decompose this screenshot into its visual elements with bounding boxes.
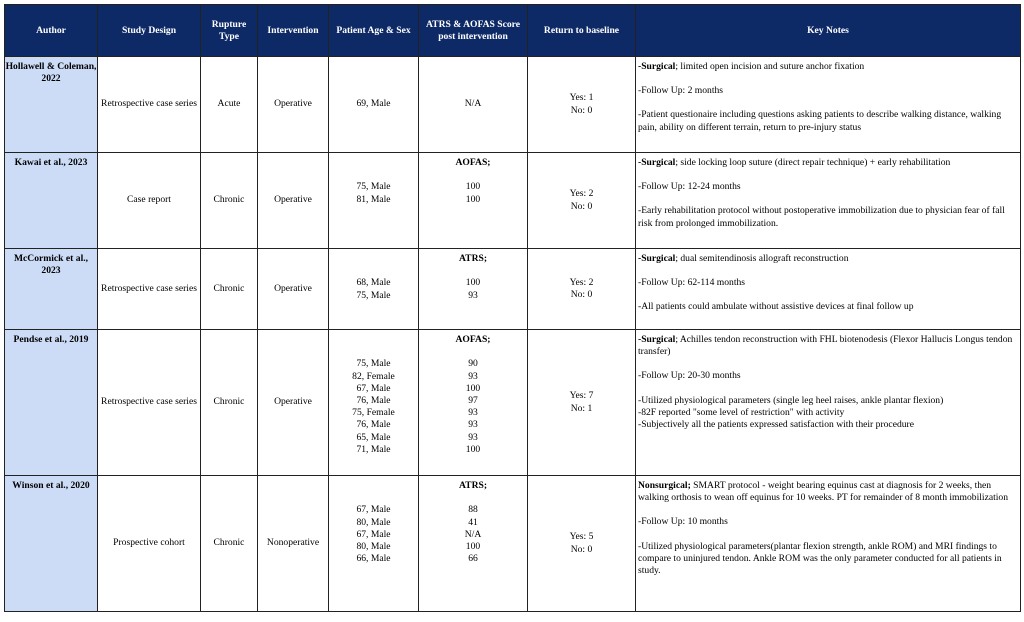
return-cell: [528, 249, 636, 330]
intervention-cell: Operative: [258, 249, 329, 330]
note-text: -Subjectively all the patients expressed satisfaction with their procedure: [638, 419, 914, 431]
note-text: -Follow Up: 10 months: [638, 516, 728, 528]
return-no: No: 0: [570, 104, 593, 116]
note-line: [638, 370, 1018, 382]
score-type-label: AOFAS;: [455, 157, 491, 168]
score-cell: [419, 330, 528, 476]
spacer: [329, 265, 418, 277]
note-text: ; side locking loop suture (direct repair technique) + early rehabilitation: [675, 157, 951, 168]
spacer: [329, 253, 418, 265]
note-text: -Follow Up: 20-30 months: [638, 370, 741, 382]
note-line: [638, 334, 1018, 358]
list-item: 93: [468, 370, 478, 382]
author-cell: Kawai et al., 2023: [5, 153, 98, 249]
list-item: 100: [465, 193, 481, 205]
header-row: [5, 5, 1021, 57]
study-design-cell: Retrospective case series: [98, 57, 201, 153]
score-type-label: ATRS;: [458, 253, 488, 264]
note-bold: -Surgical: [638, 61, 676, 72]
notes-cell: [636, 476, 1021, 612]
note-text: -Follow Up: 62-114 months: [638, 277, 746, 289]
list-item: 66: [468, 553, 478, 565]
list-item: 81, Male: [356, 193, 391, 205]
table-row: [5, 330, 1021, 476]
note-line: [638, 109, 1018, 133]
note-line: [638, 541, 1018, 578]
author-cell: Winson et al., 2020: [5, 476, 98, 612]
notes-cell: [636, 153, 1021, 249]
list-item: 76, Male: [356, 419, 391, 431]
list-item: 93: [468, 419, 478, 431]
table-row: [5, 57, 1021, 153]
header-intervention: Intervention: [258, 5, 329, 57]
note-text: -82F reported "some level of restriction" with activity: [638, 406, 845, 418]
rupture-type-cell: Chronic: [201, 330, 258, 476]
header-score: ATRS & AOFAS Score post intervention: [419, 5, 528, 57]
notes-cell: [636, 249, 1021, 330]
list-item: 80, Male: [356, 516, 391, 528]
list-item: 100: [465, 181, 481, 193]
score-cell: [419, 249, 528, 330]
header-age-sex: Patient Age & Sex: [329, 5, 419, 57]
list-item: 67, Male: [356, 528, 391, 540]
list-item: 41: [468, 516, 478, 528]
return-yes: Yes: 5: [569, 531, 594, 543]
list-item: 90: [468, 358, 478, 370]
studies-table: [4, 4, 1021, 612]
note-line: [638, 516, 1018, 528]
return-cell: [528, 153, 636, 249]
list-item: 97: [468, 394, 478, 406]
note-line: [638, 407, 1018, 419]
header-notes: Key Notes: [636, 5, 1021, 57]
spacer: [419, 265, 527, 277]
spacer: [329, 334, 418, 346]
note-text: -Utilized physiological parameters(plantar flexion strength, ankle ROM) and MRI findings to compare to uninjured tendon. Ankle ROM was the only parameter conducted for all patients in study.: [638, 540, 1002, 577]
spacer: [419, 169, 527, 181]
list-item: 88: [468, 504, 478, 516]
return-yes: Yes: 7: [569, 390, 594, 402]
note-bold: Nonsurgical;: [638, 480, 691, 491]
rupture-type-cell: Chronic: [201, 249, 258, 330]
list-item: 66, Male: [356, 553, 391, 565]
note-text: -Utilized physiological parameters (single leg heel raises, ankle plantar flexion): [638, 394, 944, 406]
spacer: [638, 358, 1018, 370]
note-text: -Follow Up: 12-24 months: [638, 181, 741, 193]
spacer: [638, 169, 1018, 181]
list-item: 68, Male: [356, 277, 391, 289]
author-cell: Pendse et al., 2019: [5, 330, 98, 476]
note-bold: -Surgical: [638, 334, 676, 345]
spacer: [638, 289, 1018, 301]
spacer: [638, 193, 1018, 205]
spacer: [329, 157, 418, 169]
rupture-type-cell: Chronic: [201, 153, 258, 249]
note-line: [638, 277, 1018, 289]
spacer: [638, 383, 1018, 395]
note-line: [638, 480, 1018, 504]
intervention-cell: Operative: [258, 57, 329, 153]
list-item: 75, Male: [356, 181, 391, 193]
notes-cell: [636, 330, 1021, 476]
note-line: [638, 205, 1018, 229]
author-cell: Hollawell & Coleman, 2022: [5, 57, 98, 153]
return-yes: Yes: 1: [569, 92, 594, 104]
spacer: [638, 97, 1018, 109]
list-item: 67, Male: [356, 504, 391, 516]
note-line: [638, 301, 1018, 313]
spacer: [329, 169, 418, 181]
study-design-cell: Retrospective case series: [98, 330, 201, 476]
return-cell: [528, 57, 636, 153]
spacer: [419, 346, 527, 358]
notes-cell: [636, 57, 1021, 153]
note-bold: -Surgical: [638, 157, 676, 168]
note-text: -Follow Up: 2 months: [638, 85, 724, 97]
note-line: [638, 181, 1018, 193]
note-text: -All patients could ambulate without assistive devices at final follow up: [638, 301, 914, 313]
return-yes: Yes: 2: [569, 188, 594, 200]
list-item: 75, Female: [352, 407, 395, 419]
age-sex-cell: [329, 249, 419, 330]
table-row: [5, 249, 1021, 330]
list-item: 100: [465, 277, 481, 289]
list-item: 76, Male: [356, 394, 391, 406]
spacer: [638, 504, 1018, 516]
list-item: 93: [468, 407, 478, 419]
note-line: [638, 395, 1018, 407]
table-row: [5, 153, 1021, 249]
rupture-type-cell: Chronic: [201, 476, 258, 612]
list-item: N/A: [464, 528, 482, 540]
note-text: -Early rehabilitation protocol without postoperative immobilization due to physician fear of fall risk from prolonged immobilization.: [638, 205, 1005, 229]
author-cell: McCormick et al., 2023: [5, 249, 98, 330]
list-item: 67, Male: [356, 382, 391, 394]
header-return: Return to baseline: [528, 5, 636, 57]
age-sex-cell: [329, 476, 419, 612]
study-design-cell: Retrospective case series: [98, 249, 201, 330]
header-study-design: Study Design: [98, 5, 201, 57]
rupture-type-cell: Acute: [201, 57, 258, 153]
spacer: [638, 529, 1018, 541]
return-no: No: 0: [570, 200, 593, 212]
return-yes: Yes: 2: [569, 276, 594, 288]
list-item: 82, Female: [352, 370, 395, 382]
list-item: 100: [465, 540, 481, 552]
score-cell: [419, 153, 528, 249]
note-text: ; dual semitendinosis allograft reconstruction: [675, 253, 849, 264]
list-item: 100: [465, 382, 481, 394]
note-line: [638, 253, 1018, 265]
spacer: [329, 346, 418, 358]
spacer: [419, 492, 527, 504]
intervention-cell: Operative: [258, 153, 329, 249]
intervention-cell: Nonoperative: [258, 476, 329, 612]
note-line: [638, 157, 1018, 169]
score-type-label: AOFAS;: [455, 334, 491, 345]
study-design-cell: Case report: [98, 153, 201, 249]
return-cell: [528, 330, 636, 476]
note-line: [638, 419, 1018, 431]
list-item: 71, Male: [356, 443, 391, 455]
list-item: 93: [468, 289, 478, 301]
note-line: [638, 85, 1018, 97]
return-no: No: 1: [570, 402, 593, 414]
header-author: Author: [5, 5, 98, 57]
note-bold: -Surgical: [638, 253, 676, 264]
list-item: 93: [468, 431, 478, 443]
note-text: ; Achilles tendon reconstruction with FHL biotenodesis (Flexor Hallucis Longus tendon transfer): [638, 334, 1013, 358]
list-item: 100: [465, 443, 481, 455]
return-no: No: 0: [570, 543, 593, 555]
spacer: [329, 492, 418, 504]
return-no: No: 0: [570, 289, 593, 300]
list-item: 75, Male: [356, 289, 391, 301]
spacer: [638, 265, 1018, 277]
note-text: SMART protocol - weight bearing equinus cast at diagnosis for 2 weeks, then walking orthosis to wean off equinus for 10 weeks. PT for remainder of 8 month immobilization: [638, 480, 1009, 504]
spacer: [638, 73, 1018, 85]
list-item: 80, Male: [356, 540, 391, 552]
study-design-cell: Prospective cohort: [98, 476, 201, 612]
age-sex-cell: 69, Male: [329, 57, 419, 153]
note-text: -Patient questionaire including questions asking patients to describe walking distance, walking pain, ability on different terrain, return to pre-injury status: [638, 109, 1002, 133]
age-sex-cell: [329, 153, 419, 249]
score-type-label: ATRS;: [458, 480, 488, 491]
intervention-cell: Operative: [258, 330, 329, 476]
score-cell: N/A: [419, 57, 528, 153]
list-item: 65, Male: [356, 431, 391, 443]
table-row: [5, 476, 1021, 612]
header-rupture-type: Rupture Type: [201, 5, 258, 57]
list-item: 75, Male: [356, 358, 391, 370]
note-text: ; limited open incision and suture anchor fixation: [675, 61, 865, 72]
score-cell: [419, 476, 528, 612]
spacer: [329, 480, 418, 492]
note-line: [638, 61, 1018, 73]
return-cell: [528, 476, 636, 612]
age-sex-cell: [329, 330, 419, 476]
